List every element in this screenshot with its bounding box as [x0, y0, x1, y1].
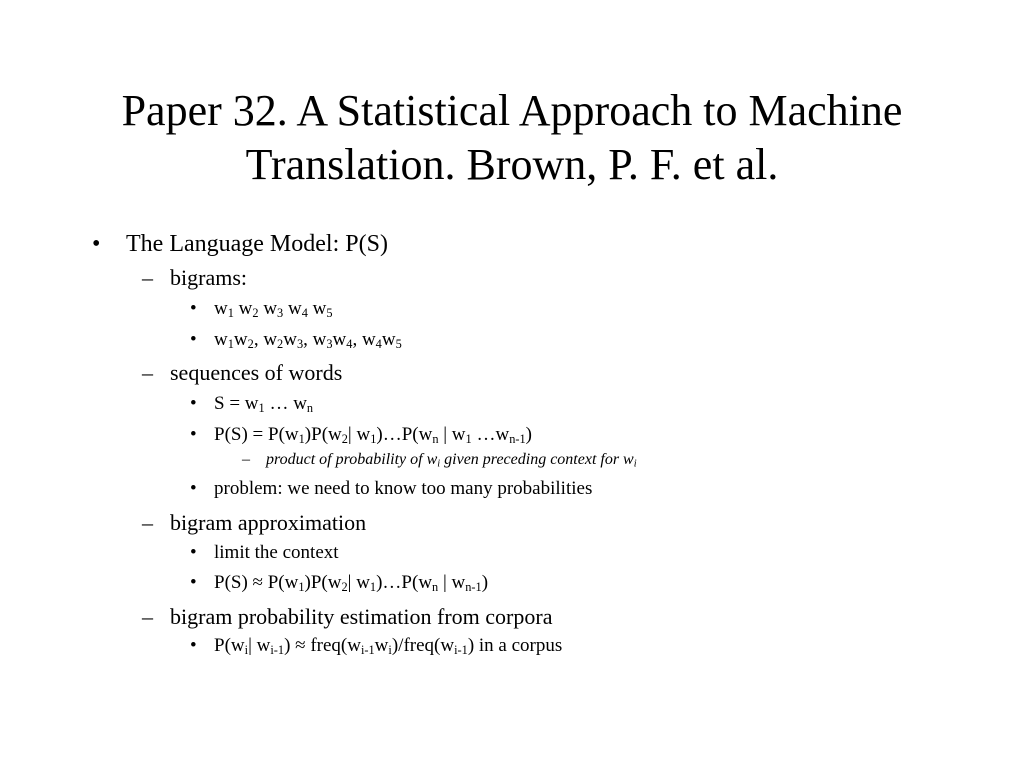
slide-title-line: Translation. Brown, P. F. et al.	[245, 140, 779, 189]
text-run: w	[307, 298, 327, 319]
text-run: bigram approximation	[170, 510, 367, 535]
bullet-marker: •	[92, 231, 101, 257]
text-run: w	[374, 635, 389, 656]
subscript: i-1	[454, 643, 468, 658]
dash-marker: –	[142, 510, 153, 535]
dash-marker: –	[142, 604, 153, 629]
text-run: product of probability of w	[266, 451, 438, 468]
subscript: n-1	[465, 580, 482, 595]
item-text	[214, 478, 592, 500]
text-run: w	[283, 329, 297, 350]
text-run: … w	[264, 393, 307, 414]
item-text	[214, 572, 488, 594]
subscript: 1	[227, 306, 234, 321]
subscript: 3	[296, 337, 304, 352]
item-text	[214, 298, 333, 320]
subscript: i-1	[360, 643, 375, 658]
text-run: P(S) = P(w	[214, 424, 299, 445]
item-text	[214, 393, 313, 415]
bullet-marker: •	[190, 393, 197, 414]
subscript: 2	[277, 337, 284, 352]
text-run: )P(w	[304, 424, 342, 445]
text-run: )	[481, 572, 489, 593]
text-run: , w	[253, 329, 278, 350]
subscript: 3	[326, 337, 333, 352]
subscript: 1	[227, 337, 234, 352]
item-text	[214, 542, 339, 564]
text-run: w	[233, 329, 248, 350]
subscript: n	[306, 401, 314, 416]
subscript: 1	[369, 580, 377, 595]
text-run: sequences of words	[170, 360, 343, 385]
item-text	[214, 635, 562, 657]
subscript: 2	[247, 337, 254, 352]
text-run: ) ≈ freq(w	[284, 635, 361, 656]
subscript: i	[633, 458, 637, 470]
dash-marker: –	[142, 265, 153, 290]
text-run: , w	[303, 329, 327, 350]
dash-marker: –	[142, 360, 153, 385]
text-run: )/freq(w	[391, 635, 455, 656]
subscript: i	[437, 458, 441, 470]
item-text	[214, 424, 532, 446]
text-run: given preceding context for w	[440, 451, 634, 468]
bullet-marker: •	[190, 298, 197, 319]
text-run: w	[214, 329, 228, 350]
subscript: n	[432, 580, 439, 595]
subscript: i-1	[270, 643, 285, 658]
subscript: i	[388, 643, 392, 658]
text-run: w	[214, 298, 228, 319]
item-text	[170, 265, 247, 291]
text-run: ) in a corpus	[467, 635, 563, 656]
bullet-marker: •	[190, 329, 197, 350]
item-text	[266, 451, 637, 469]
subscript: 4	[301, 306, 308, 321]
bullet-marker: •	[190, 542, 197, 563]
item-text	[214, 329, 402, 351]
text-run: …w	[471, 424, 510, 445]
subscript: 3	[277, 306, 284, 321]
subscript: n-1	[509, 432, 526, 447]
text-run: problem: we need to know too many probabilities	[214, 478, 593, 499]
item-text	[170, 360, 342, 386]
bullet-marker: •	[190, 635, 197, 656]
text-run: )	[525, 424, 532, 445]
subscript: 1	[298, 432, 305, 447]
text-run: w	[233, 298, 253, 319]
subscript: 1	[258, 401, 265, 416]
text-run: | w	[438, 572, 466, 593]
text-run: )…P(w	[376, 424, 433, 445]
subscript: 2	[341, 580, 348, 595]
item-text	[170, 604, 552, 630]
subscript: 1	[370, 432, 377, 447]
subscript: n	[432, 432, 439, 447]
text-run: P(w	[214, 635, 245, 656]
item-text	[170, 510, 366, 536]
text-run: )…P(w	[376, 572, 433, 593]
text-run: limit the context	[214, 542, 339, 563]
text-run: | w	[347, 424, 371, 445]
text-run: The Language Model: P(S)	[126, 231, 388, 257]
subscript: 2	[341, 432, 348, 447]
text-run: w	[258, 298, 278, 319]
text-run: )P(w	[304, 572, 342, 593]
text-run: | w	[438, 424, 466, 445]
text-run: w	[381, 329, 396, 350]
slide-title-line: Paper 32. A Statistical Approach to Machine	[121, 86, 903, 135]
text-run: | w	[248, 635, 271, 656]
text-run: bigram probability estimation from corpora	[170, 604, 553, 629]
subscript: 1	[298, 580, 305, 595]
text-run: S = w	[214, 393, 259, 414]
bullet-marker: •	[190, 572, 197, 593]
item-text	[126, 231, 388, 258]
text-run: w	[332, 329, 347, 350]
subscript: i	[244, 643, 249, 658]
text-run: w	[283, 298, 302, 319]
text-run: , w	[352, 329, 376, 350]
subscript: 2	[252, 306, 259, 321]
subscript: 5	[326, 306, 333, 321]
subscript: 5	[395, 337, 402, 352]
bullet-marker: •	[190, 478, 197, 499]
text-run: bigrams:	[170, 265, 247, 290]
dash-marker: –	[242, 451, 250, 468]
text-run: P(S) ≈ P(w	[214, 572, 299, 593]
subscript: 4	[375, 337, 382, 352]
text-run: | w	[347, 572, 370, 593]
subscript: 1	[465, 432, 472, 447]
subscript: 4	[346, 337, 353, 352]
bullet-marker: •	[190, 424, 197, 445]
